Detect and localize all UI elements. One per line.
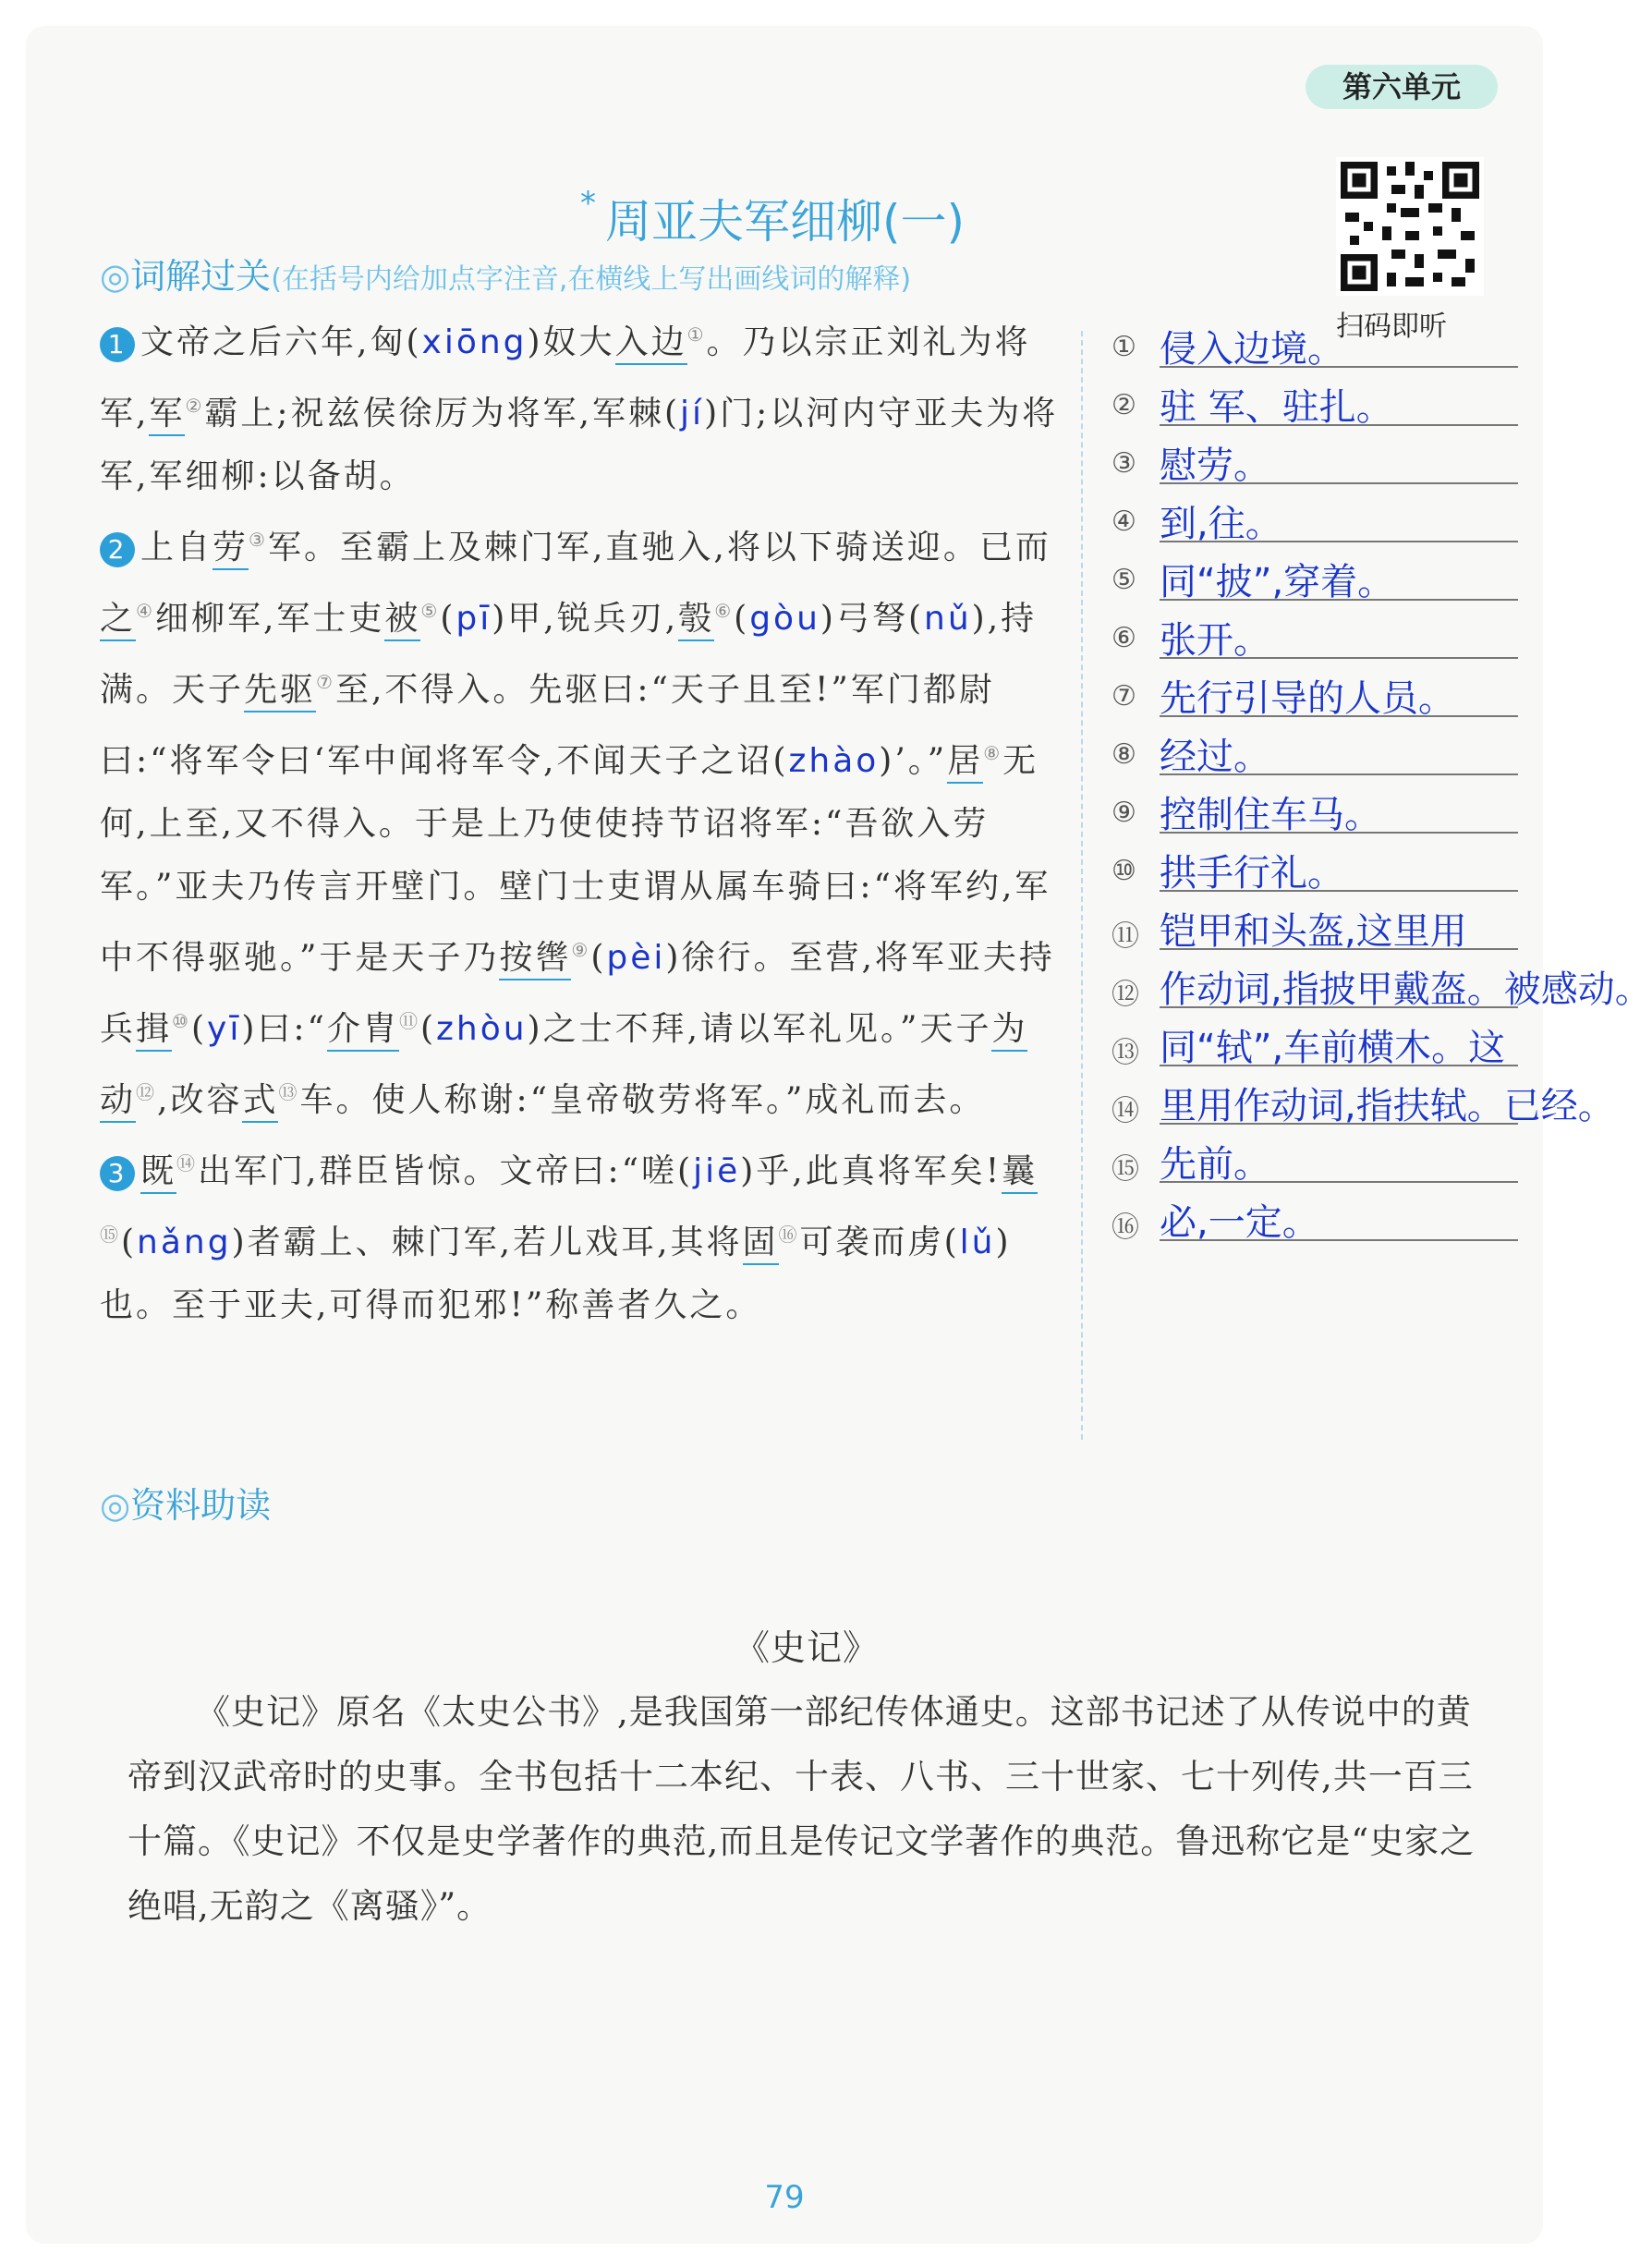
pinyin-answer: jiē [693, 1152, 741, 1190]
answer-row [1111, 314, 1592, 372]
answer-text: 经过。 [1160, 736, 1270, 778]
answer-text: 同“披”,穿着。 [1160, 561, 1395, 603]
paragraph-2 [100, 508, 1061, 1132]
footnote-mark: ④ [136, 600, 155, 622]
answer-number: ⑮ [1111, 1153, 1139, 1186]
answer-row [1111, 1187, 1592, 1246]
text: 无何,上至,又不得入。于是上乃使使持节诏将军:“吾欲入劳军。”亚夫乃传言开壁门。壁门士吏谓从属车骑曰:“将军约,军中不得驱驰。”于是天子乃 [100, 742, 1051, 977]
underlined-word: 被 [384, 600, 420, 641]
underlined-word: 按辔 [499, 939, 571, 980]
answer-row [1111, 372, 1592, 431]
answer-number: ⑫ [1111, 979, 1139, 1011]
text: 至,不得入。先驱曰:“天子且至!”军门都尉曰:“将军令曰‘军中闻将军令,不闻天子之 [100, 671, 995, 780]
answer-number: ⑨ [1111, 797, 1136, 829]
pinyin-answer: jí [680, 395, 705, 432]
text: ( [419, 1010, 436, 1048]
footnote-mark: ⑭ [176, 1152, 199, 1175]
text: 。乃以宗正刘礼为将军, [100, 323, 1031, 432]
answer-row [1111, 605, 1592, 664]
answer-text: 驻 军、驻扎。 [1160, 386, 1393, 429]
footnote-mark: ② [185, 395, 205, 417]
text: )乎,此真将军矣! [740, 1152, 1002, 1190]
text: ,改容 [157, 1081, 243, 1119]
answer-row [1111, 722, 1592, 780]
reference-body: 《史记》原名《太史公书》,是我国第一部纪传体通史。这部书记述了从传说中的黄帝到汉武帝时的史事。全书包括十二本纪、十表、八书、三十世家、七十列传,共一百三十篇。《史记》不仅是史学著作的典范,而且是传记文学著作的典范。鲁迅称它是“史家之绝唱,无韵之《离骚》”。 [128, 1692, 1476, 1926]
section-title: 资料助读 [130, 1485, 272, 1526]
answer-text: 先行引导的人员。 [1160, 677, 1455, 720]
answer-row [1111, 431, 1592, 489]
answer-number: ⑩ [1111, 855, 1136, 887]
answer-text: 铠甲和头盔,这里用 [1160, 910, 1467, 953]
section-heading-vocab [100, 248, 911, 298]
text: )’。” [879, 742, 948, 780]
answer-row [1111, 1013, 1592, 1071]
answer-number: ① [1111, 331, 1136, 363]
dotted-char: 弩 [871, 600, 908, 638]
section-heading-reading [100, 1477, 271, 1528]
footnote-mark: ⑨ [571, 939, 591, 961]
text: )甲,锐兵刃, [492, 600, 679, 638]
text: )奴大 [527, 323, 615, 361]
unit-tag: 第六单元 [1306, 65, 1498, 109]
answer-row [1111, 489, 1592, 547]
text: ( [190, 1010, 208, 1048]
qr-code-icon[interactable] [1336, 157, 1484, 296]
underlined-word: 为动 [100, 1010, 1027, 1123]
answer-text: 侵入边境。 [1160, 328, 1344, 371]
footnote-mark: ⑬ [278, 1081, 300, 1103]
paragraph-3 [100, 1132, 1061, 1337]
underlined-word: 介胄 [327, 1010, 399, 1052]
text: 可袭而 [799, 1224, 908, 1261]
text: ( [943, 1224, 960, 1261]
page [26, 26, 1652, 2244]
text: ( [590, 939, 607, 977]
text: )徐行。至营,将军亚夫持兵 [100, 939, 1055, 1048]
answer-row [1111, 780, 1592, 838]
underlined-word: 揖 [136, 1010, 172, 1052]
text: ( [677, 1152, 694, 1190]
answer-number: ⑦ [1111, 680, 1136, 712]
answer-text: 慰劳。 [1160, 444, 1270, 487]
dotted-char: 诏 [736, 742, 773, 780]
answer-row [1111, 1129, 1592, 1187]
answer-text: 同“轼”,车前横木。这 [1160, 1027, 1506, 1069]
footnote-mark: ⑧ [983, 742, 1003, 764]
text: )者霸上、棘门军,若儿戏耳,其将 [231, 1224, 743, 1261]
footnote-mark: ⑦ [316, 671, 335, 693]
footnote-mark: ⑥ [714, 600, 735, 622]
footnote-mark: ⑮ [100, 1224, 121, 1246]
section-mark-icon: ◎ [100, 1485, 131, 1526]
answer-row [1111, 1071, 1615, 1129]
dotted-char: 棘 [627, 395, 664, 432]
underlined-word: 军 [149, 395, 185, 436]
answer-text: 控制住车马。 [1160, 794, 1381, 836]
answer-row [1111, 896, 1592, 955]
dotted-char: 嗟 [641, 1152, 678, 1190]
text: 细柳军,军士吏 [154, 600, 385, 638]
passage [100, 303, 1061, 1337]
text: )也。至于亚夫,可得而犯邪!”称善者久之。 [100, 1224, 1012, 1324]
underlined-word: 入边 [615, 323, 687, 365]
answer-number: ③ [1111, 447, 1136, 480]
underlined-word: 曩 [1002, 1152, 1038, 1194]
answer-number: ⑬ [1111, 1037, 1139, 1069]
text: )曰:“ [241, 1010, 327, 1048]
pinyin-answer: nǎng [137, 1224, 232, 1261]
answer-row [1111, 838, 1592, 896]
footnote-mark: ③ [249, 529, 268, 551]
answer-text: 先前。 [1160, 1143, 1270, 1186]
divider [1081, 331, 1083, 1440]
text: 上自 [140, 529, 213, 566]
footnote-mark: ⑫ [136, 1081, 158, 1103]
answer-number: ⑧ [1111, 738, 1136, 771]
answer-row [1111, 547, 1592, 605]
underlined-word: 先驱 [244, 671, 316, 712]
title-text: 周亚夫军细柳(一) [605, 195, 966, 249]
text: ( [664, 395, 681, 432]
text: 军。至霸上及棘门军,直驰入,将以下骑送迎。已而 [267, 529, 1051, 566]
footnote-mark: ⑤ [420, 600, 441, 622]
answer-text: 里用作动词,指扶轼。已经。 [1160, 1085, 1615, 1127]
answer-number: ⑯ [1111, 1212, 1139, 1244]
answer-text: 作动词,指披甲戴盔。被感动。 [1160, 968, 1652, 1011]
page-title [580, 185, 965, 251]
reference-block [128, 1615, 1486, 1939]
dotted-char: 匈 [370, 323, 407, 361]
text: 出军门,群臣皆惊。文帝曰:“ [198, 1152, 641, 1190]
pinyin-answer: yī [207, 1010, 242, 1048]
qr-label: 扫码即听 [1336, 311, 1447, 343]
underlined-word: 彀 [678, 600, 714, 641]
text: ( [772, 742, 789, 780]
dotted-char: 虏 [907, 1224, 944, 1261]
text: ( [440, 600, 456, 638]
reference-title: 《史记》 [734, 1627, 879, 1668]
section-title: 词解过关 [130, 256, 272, 297]
underlined-word: 劳 [213, 529, 249, 570]
answer-text: 拱手行礼。 [1160, 852, 1344, 895]
paragraph-number-icon: 1 [100, 327, 135, 362]
answer-number: ② [1111, 389, 1136, 421]
underlined-word: 式 [242, 1081, 278, 1123]
pinyin-answer: pī [456, 600, 492, 638]
underlined-word: 既 [140, 1152, 176, 1194]
pinyin-answer: gòu [749, 600, 820, 638]
text: ( [406, 323, 422, 361]
answer-number: ⑤ [1111, 564, 1136, 596]
answer-text: 张开。 [1160, 619, 1270, 662]
pinyin-answer: zhòu [435, 1010, 528, 1048]
footnote-mark: ⑯ [778, 1224, 800, 1246]
page-number: 79 [764, 2179, 805, 2216]
underlined-word: 居 [947, 742, 983, 784]
answer-text: 到,往。 [1160, 503, 1282, 545]
answer-number: ⑭ [1111, 1095, 1139, 1127]
text: 文帝之后六年, [140, 323, 370, 361]
pinyin-answer: xiōng [421, 323, 528, 361]
answer-row [1111, 664, 1592, 722]
text: 车。使人称谢:“皇帝敬劳将军。”成礼而去。 [299, 1081, 986, 1119]
text: ( [121, 1224, 138, 1261]
text: 霸上;祝兹侯徐厉为将军,军 [204, 395, 628, 432]
answer-list [1111, 314, 1652, 1246]
paragraph-number-icon: 3 [100, 1156, 135, 1191]
underlined-word: 之 [100, 600, 136, 641]
answer-number: ⑪ [1111, 920, 1139, 953]
text: )门;以河内守亚夫为将军,军细柳:以备胡。 [100, 395, 1059, 495]
answer-text: 必,一定。 [1160, 1201, 1319, 1244]
text: ),持满。天子 [100, 600, 1038, 709]
pinyin-answer: pèi [606, 939, 666, 977]
section-mark-icon: ◎ [100, 256, 131, 297]
answer-number: ④ [1111, 505, 1136, 538]
footnote-mark: ① [686, 323, 707, 346]
pinyin-answer: lǔ [959, 1224, 996, 1261]
section-note: (在括号内给加点字注音,在横线上写出画线词的解释) [271, 263, 912, 296]
paragraph-number-icon: 2 [100, 532, 135, 567]
paragraph-1 [100, 303, 1061, 508]
answer-number: ⑥ [1111, 622, 1136, 654]
footnote-mark: ⑪ [398, 1010, 420, 1032]
answer-row [1111, 955, 1652, 1013]
text: )弓 [820, 600, 872, 638]
text: ( [907, 600, 925, 638]
footnote-mark: ⑩ [172, 1010, 191, 1032]
title-star: * [580, 185, 596, 222]
pinyin-answer: zhào [788, 742, 880, 780]
text: )之士不拜,请以军礼见。”天子 [527, 1010, 992, 1048]
underlined-word: 固 [743, 1224, 779, 1265]
text: ( [734, 600, 750, 638]
pinyin-answer: nǔ [924, 600, 972, 638]
